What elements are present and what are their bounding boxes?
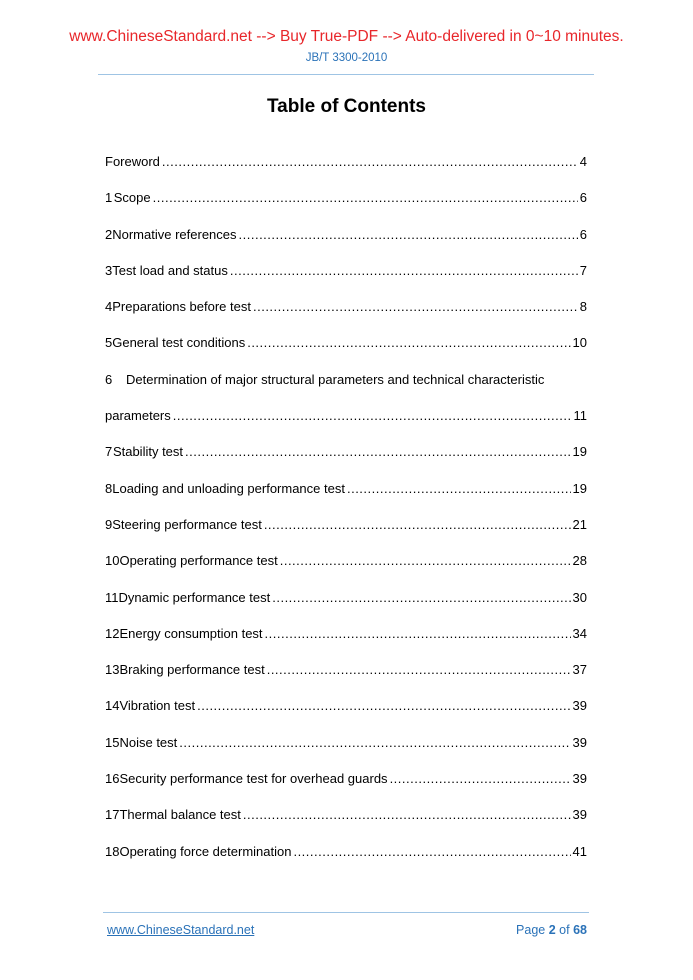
toc-entry-page: 4 xyxy=(579,154,587,169)
toc-entry-5[interactable] xyxy=(105,331,587,367)
toc-entry-page: 8 xyxy=(579,299,587,315)
toc-list xyxy=(105,150,587,876)
toc-entry-page: 28 xyxy=(572,553,587,569)
toc-entry-text: Operating performance test xyxy=(119,553,278,569)
toc-entry-text: General test conditions xyxy=(112,335,246,351)
toc-leader-dots xyxy=(153,186,578,210)
toc-entry-17[interactable] xyxy=(105,803,587,839)
header-divider xyxy=(98,74,594,75)
toc-entry-number: 4 xyxy=(105,299,113,315)
toc-entry-page: 34 xyxy=(572,625,587,641)
toc-entry-number: 3 xyxy=(105,262,113,278)
toc-entry-number: 12 xyxy=(105,625,120,641)
toc-entry-10[interactable] xyxy=(105,549,587,585)
toc-entry-number: 15 xyxy=(105,734,120,750)
toc-entry-number: 5 xyxy=(105,335,113,351)
toc-entry-number: 11 xyxy=(105,589,119,605)
toc-leader-dots xyxy=(272,586,570,610)
toc-entry-text: Dynamic performance test xyxy=(118,589,271,605)
toc-entry-page: 39 xyxy=(572,734,587,750)
toc-entry-8[interactable] xyxy=(105,477,587,513)
toc-entry-page: 39 xyxy=(572,771,587,787)
footer-website-link[interactable]: www.ChineseStandard.net xyxy=(107,923,255,937)
toc-leader-dots xyxy=(347,477,571,501)
toc-leader-dots xyxy=(247,331,570,355)
toc-entry-number: 16 xyxy=(105,771,120,787)
toc-entry-16[interactable] xyxy=(105,767,587,803)
toc-entry-page: 19 xyxy=(572,444,587,460)
toc-leader-dots xyxy=(162,150,578,174)
toc-entry-text: Thermal balance test xyxy=(119,807,241,823)
toc-entry-number: 17 xyxy=(105,807,120,823)
toc-entry-number: 8 xyxy=(105,480,113,496)
toc-leader-dots xyxy=(280,549,571,573)
toc-entry-number: 1 xyxy=(105,190,113,206)
toc-leader-dots xyxy=(267,658,571,682)
toc-entry-4[interactable] xyxy=(105,295,587,331)
toc-leader-dots xyxy=(185,440,571,464)
toc-entry-text: Braking performance test xyxy=(119,662,265,678)
toc-entry-14[interactable] xyxy=(105,694,587,730)
toc-entry-number: 18 xyxy=(105,843,120,859)
toc-leader-dots xyxy=(265,622,571,646)
toc-leader-dots xyxy=(390,767,571,791)
toc-entry-text: Operating force determination xyxy=(119,843,292,859)
toc-entry-12[interactable] xyxy=(105,622,587,658)
toc-entry-number: 10 xyxy=(105,553,120,569)
toc-leader-dots xyxy=(253,295,578,319)
toc-entry-18[interactable] xyxy=(105,840,587,876)
toc-entry-text: Noise test xyxy=(119,734,178,750)
page-total: 68 xyxy=(573,923,587,937)
toc-entry-13[interactable] xyxy=(105,658,587,694)
toc-entry-text: Stability test xyxy=(112,444,184,460)
toc-entry-3[interactable] xyxy=(105,259,587,295)
toc-leader-dots xyxy=(239,223,578,247)
toc-entry-page: 7 xyxy=(579,262,587,278)
toc-entry-7[interactable] xyxy=(105,440,587,476)
page-of-label: of xyxy=(559,923,570,937)
toc-entry-number: 6 xyxy=(105,371,113,387)
toc-entry-15[interactable] xyxy=(105,731,587,767)
toc-entry-number: 7 xyxy=(105,444,113,460)
toc-entry-text: Preparations before test xyxy=(112,299,251,315)
toc-leader-dots xyxy=(243,803,571,827)
toc-entry-text: Vibration test xyxy=(119,698,196,714)
toc-entry-text: Determination of major structural parameters and technical characteristic xyxy=(126,371,545,387)
toc-entry-foreword[interactable] xyxy=(105,150,587,186)
toc-entry-2[interactable] xyxy=(105,223,587,259)
toc-entry-page: 39 xyxy=(572,698,587,714)
toc-entry-page: 6 xyxy=(579,226,587,242)
document-code: JB/T 3300-2010 xyxy=(305,52,388,64)
toc-entry-text: Normative references xyxy=(112,226,237,242)
toc-leader-dots xyxy=(179,731,570,755)
toc-entry-number: 13 xyxy=(105,662,120,678)
toc-entry-page: 39 xyxy=(572,807,587,823)
toc-entry-text: Foreword xyxy=(105,154,160,169)
toc-leader-dots xyxy=(293,840,570,864)
toc-entry-page: 6 xyxy=(579,190,587,206)
toc-entry-6-continued[interactable] xyxy=(105,404,587,440)
toc-entry-text: Scope xyxy=(113,190,151,206)
toc-entry-page: 10 xyxy=(572,335,587,351)
toc-entry-page: 41 xyxy=(572,843,587,859)
toc-entry-page: 37 xyxy=(572,662,587,678)
page-title: Table of Contents xyxy=(266,96,427,117)
toc-entry-9[interactable] xyxy=(105,513,587,549)
page-label: Page xyxy=(516,923,546,937)
toc-entry-number: 14 xyxy=(105,698,120,714)
toc-leader-dots xyxy=(230,259,578,283)
toc-entry-number: 9 xyxy=(105,516,113,532)
toc-entry-text: Test load and status xyxy=(112,262,228,278)
toc-entry-6[interactable] xyxy=(105,368,587,404)
toc-entry-11[interactable] xyxy=(105,586,587,622)
toc-entry-text: Steering performance test xyxy=(112,516,262,532)
toc-leader-dots xyxy=(264,513,571,537)
footer-divider xyxy=(103,912,589,913)
toc-entry-page: 21 xyxy=(572,516,587,532)
page-current: 2 xyxy=(548,923,556,937)
page-indicator xyxy=(516,923,587,937)
top-banner[interactable]: www.ChineseStandard.net --> Buy True-PDF --> Auto-delivered in 0~10 minutes. xyxy=(69,28,624,45)
toc-entry-text: Loading and unloading performance test xyxy=(112,480,345,496)
toc-entry-number: 2 xyxy=(105,226,113,242)
toc-entry-text: Security performance test for overhead guards xyxy=(119,771,388,787)
toc-entry-1[interactable] xyxy=(105,186,587,222)
toc-entry-text-continued: parameters xyxy=(105,408,171,424)
toc-entry-page: 11 xyxy=(573,408,587,424)
toc-entry-page: 19 xyxy=(572,480,587,496)
toc-leader-dots xyxy=(173,404,572,428)
toc-entry-text: Energy consumption test xyxy=(119,625,263,641)
toc-leader-dots xyxy=(197,694,570,718)
toc-entry-page: 30 xyxy=(572,589,587,605)
